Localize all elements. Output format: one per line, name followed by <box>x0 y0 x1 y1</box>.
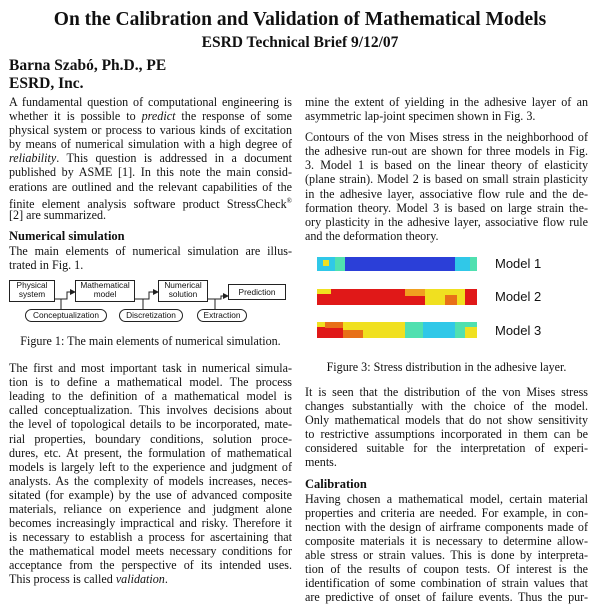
top-line: mine the extent of yielding in the adhesive layer of an <box>305 95 588 109</box>
contour-line: formation theory. Model 3 is based on large strain the- <box>305 200 588 215</box>
intro-line: A fundamental question of computational engineering is <box>9 95 292 109</box>
heading-calibration: Calibration <box>305 476 367 491</box>
numerical-line: trated in Fig. 1. <box>9 257 84 272</box>
calibration-line: able stress or strain values. This is done by interpreta- <box>305 547 588 562</box>
stress-strip-model-3 <box>317 322 477 338</box>
figure-1-caption: Figure 1: The main elements of numerical simulation. <box>20 334 281 349</box>
body-line: the mathematical model meets necessary conditions for <box>9 544 292 559</box>
connector-arrow <box>207 296 228 299</box>
pill-discretization: Discretization <box>119 309 183 322</box>
body-line: rial properties, boundary conditions, solution proce- <box>9 431 292 446</box>
body-line: sitated (for example) by the use of advanced composite <box>9 487 292 502</box>
body-line: is necessary to establish a process for ascertaining that <box>9 530 292 545</box>
box-label: Mathematical model <box>80 280 130 300</box>
contour-line: the adhesive run-out are shown for three models in Fig. <box>305 144 588 159</box>
intro-line <box>9 109 292 123</box>
emphasis-reliability: reliability <box>9 151 57 166</box>
body-line: materials, reliance on experience and judgment alone <box>9 501 292 516</box>
intro-line: erations are outlined and the relevant capabilities of the <box>9 179 292 194</box>
body-line: tion is to define a mathematical model. The process <box>9 375 292 390</box>
top-line: asymmetric lap-joint specimen shown in Fig. 3. <box>305 109 536 124</box>
body-line: leading to the definition of a mathematical model is <box>9 389 292 404</box>
stress-strip-model-2 <box>317 289 477 305</box>
intro-line: published by ASME [1]. In this note the main consid- <box>9 165 292 180</box>
body-line: models is largely left to the experience and judgment of <box>9 459 292 474</box>
calibration-line: composite materials it is necessary to determine allow- <box>305 533 588 548</box>
body-line: dures, etc. At present, the formulation of mathematical <box>9 445 292 460</box>
emphasis-predict: predict <box>141 109 176 124</box>
distribution-line: changes substantially with the choice of the model. <box>305 399 588 414</box>
contour-line: (plane strain). Model 2 is based on small strain plasticity <box>305 172 588 187</box>
distribution-line: to restrictive assumptions incorporated in them can be <box>305 427 588 442</box>
model-1-label: Model 1 <box>495 255 542 271</box>
body-line: analysts. As the complexity of models increases, neces- <box>9 473 292 488</box>
calibration-line: identification of some combination of strain values that <box>305 576 588 591</box>
connector-arrow <box>134 292 158 299</box>
intro-fragment: whether it is possible to <box>9 109 136 124</box>
stress-strip-model-1 <box>317 257 477 271</box>
figure-3-caption: Figure 3: Stress distribution in the adhesive layer. <box>326 359 567 374</box>
calibration-line: Having chosen a mathematical model, certain material <box>305 491 588 506</box>
intro-line: [2] are summarized. <box>9 207 107 222</box>
calibration-line: tion of the results of coupon tests. Of interest is the <box>305 561 588 576</box>
contour-line: Contours of the von Mises stress in the neighborhood of <box>305 130 588 145</box>
figure-3-stress-plot <box>305 247 588 355</box>
pill-conceptualization: Conceptualization <box>25 309 107 322</box>
box-numerical-solution <box>158 280 208 302</box>
author-name: Barna Szabó, Ph.D., PE <box>9 57 167 74</box>
body-fragment: This process is called <box>9 572 113 587</box>
author-organization: ESRD, Inc. <box>9 75 84 92</box>
calibration-line: properties and criteria are needed. For example, in con- <box>305 505 588 520</box>
contour-line: in the adhesive layer, associative flow rule and the de- <box>305 186 588 201</box>
contour-line: 3. Model 1 is based on the linear theory of elasticity <box>305 158 588 173</box>
intro-fragment: . This question is addressed in a document <box>56 151 292 166</box>
intro-line <box>9 151 292 165</box>
body-line: The first and most important task in numerical simula- <box>9 361 292 376</box>
heading-numerical-simulation: Numerical simulation <box>9 228 125 243</box>
distribution-line: considered suitable for the interpretation of experi- <box>305 441 588 456</box>
intro-fragment: finite element analysis software product StressCheck <box>9 196 287 211</box>
body-fragment: . <box>164 572 168 587</box>
box-prediction <box>228 284 286 300</box>
distribution-line: It is seen that the distribution of the von Mises stress <box>305 384 588 399</box>
model-2-label: Model 2 <box>495 288 542 304</box>
numerical-line: The main elements of numerical simulation are illus- <box>9 243 292 258</box>
figure-1-diagram <box>9 276 292 331</box>
body-line: acceptance from the perspective of its intended uses. <box>9 558 292 573</box>
connector-arrow <box>53 292 75 299</box>
right-column <box>305 95 588 604</box>
registered-mark: ® <box>286 196 292 205</box>
calibration-line: nection with the design of airframe components made of <box>305 519 588 534</box>
calibration-line: are predictive of onset of failure events. Thus the pur- <box>305 590 588 604</box>
intro-line: by means of numerical simulation with a high degree of <box>9 137 292 152</box>
body-line: becomes increasingly impractical and risky. Therefore it <box>9 516 292 531</box>
body-line <box>9 572 292 586</box>
page-subtitle: ESRD Technical Brief 9/12/07 <box>201 34 399 51</box>
box-physical-system <box>9 280 55 302</box>
box-mathematical-model <box>75 280 135 302</box>
box-label: Prediction <box>238 287 276 298</box>
model-3-label: Model 3 <box>495 322 542 338</box>
contour-line: and the deformation theory. <box>305 228 439 243</box>
distribution-line: ments. <box>305 455 337 470</box>
intro-line <box>9 194 292 211</box>
intro-line: physical system or process to various kinds of excitation <box>9 123 292 138</box>
figure-3-contours <box>305 247 588 355</box>
contour-line: ory plasticity in the adhesive layer, associative flow rule <box>305 214 588 229</box>
body-line: the level of topological details to be incorporated, mate- <box>9 417 292 432</box>
intro-fragment: the response of some <box>181 109 292 124</box>
page-title: On the Calibration and Validation of Mathematical Models <box>53 9 547 30</box>
left-column <box>9 95 292 587</box>
box-label: Numerical solution <box>164 280 202 300</box>
emphasis-validation: validation <box>115 572 165 587</box>
distribution-line: Only mathematical models that do not show sensitivity <box>305 413 588 428</box>
body-line: called conceptualization. This involves decisions about <box>9 403 292 418</box>
pill-extraction: Extraction <box>197 309 247 322</box>
box-label: Physical system <box>16 280 48 300</box>
